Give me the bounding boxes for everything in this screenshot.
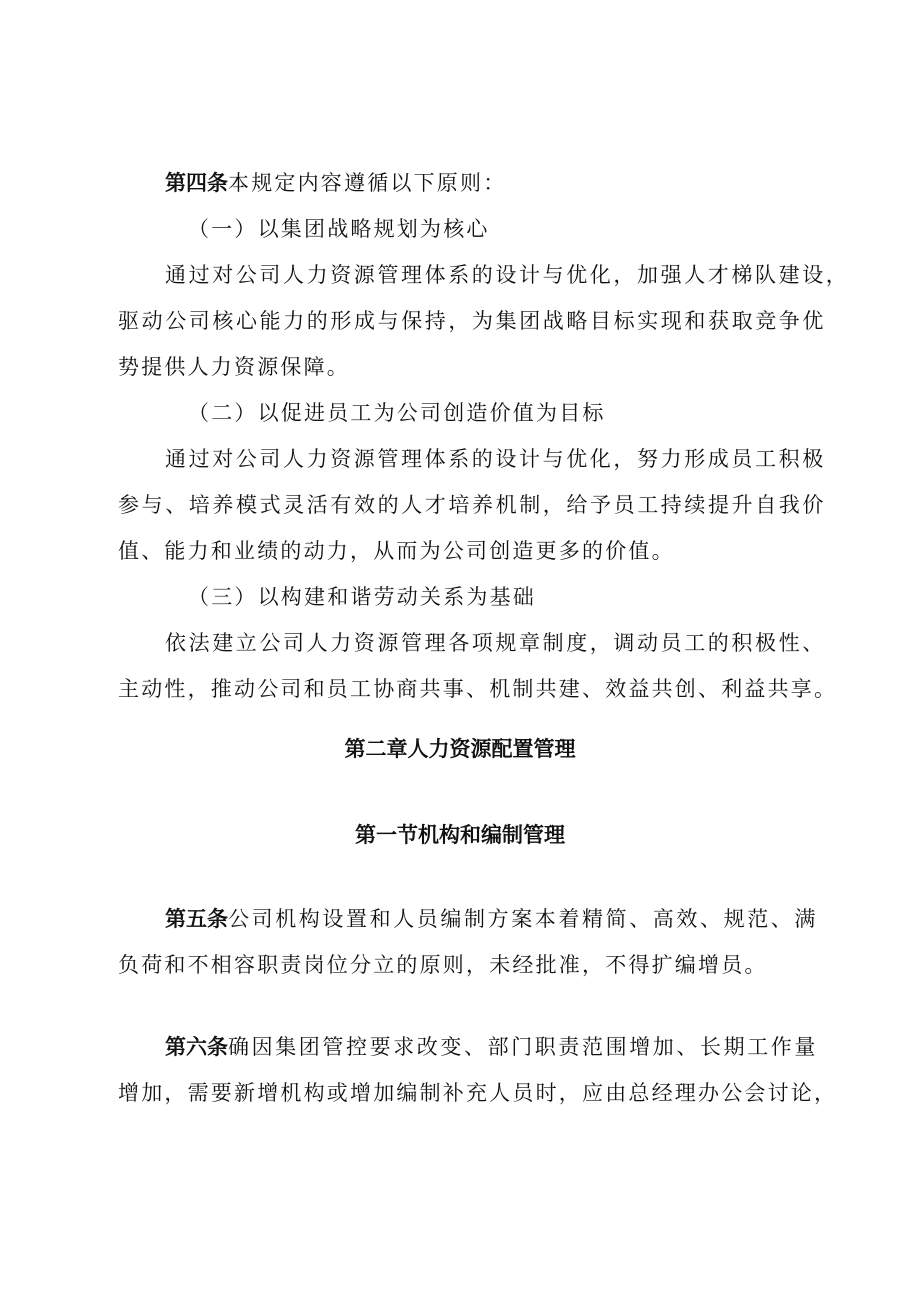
item2-line-2: 参与、培养模式灵活有效的人才培养机制，给予员工持续提升自我价 (118, 493, 826, 517)
section1-title: 第一节机构和编制管理 (355, 823, 565, 847)
item1-line-1: 通过对公司人力资源管理体系的设计与优化，加强人才梯队建设， (165, 263, 850, 287)
item2-line-1: 通过对公司人力资源管理体系的设计与优化，努力形成员工积极 (165, 447, 826, 471)
article6-line-2: 增加，需要新增机构或增加编制补充人员时，应由总经理办公会讨论， (118, 1081, 838, 1105)
article6-label: 第六条 (165, 1035, 228, 1059)
article4-label: 第四条 (165, 171, 228, 195)
article5-label: 第五条 (165, 907, 228, 931)
article6-line-1 (165, 1034, 818, 1060)
item2-line-3: 值、能力和业绩的动力，从而为公司创造更多的价值。 (118, 539, 675, 563)
article5-line-1 (165, 906, 818, 932)
chapter2-title: 第二章人力资源配置管理 (344, 737, 576, 761)
item1-title: （一）以集团战略规划为核心 (188, 217, 490, 241)
item3-title: （三）以构建和谐劳动关系为基础 (188, 585, 536, 609)
item1-line-2: 驱动公司核心能力的形成与保持，为集团战略目标实现和获取竞争优 (118, 309, 826, 333)
item3-line-2: 主动性，推动公司和员工协商共事、机制共建、效益共创、利益共享。 (118, 677, 838, 701)
article4-intro: 本规定内容遵循以下原则： (228, 171, 507, 195)
article5-text-1: 公司机构设置和人员编制方案本着精简、高效、规范、满 (228, 907, 818, 931)
item1-line-3: 势提供人力资源保障。 (118, 355, 350, 379)
item2-title: （二）以促进员工为公司创造价值为目标 (188, 401, 606, 425)
article4-heading-line (165, 170, 506, 196)
article5-line-2: 负荷和不相容职责岗位分立的原则，未经批准，不得扩编增员。 (118, 953, 768, 977)
item3-line-1: 依法建立公司人力资源管理各项规章制度，调动员工的积极性、 (165, 631, 826, 655)
article6-text-1: 确因集团管控要求改变、部门职责范围增加、长期工作量 (228, 1035, 818, 1059)
